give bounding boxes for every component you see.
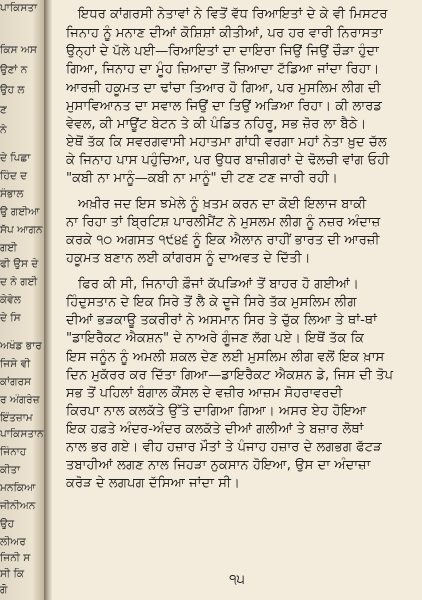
facing-text-fragment: ਗਈ bbox=[0, 242, 18, 254]
text-line: ਸਭ ਤੋਂ ਪਹਿਲਾਂ ਬੰਗਾਲ ਕੌਂਸਲ ਦੇ ਵਜ਼ੀਰ ਆਜ਼ਮ ਸੋਹਰਾਵਰਦੀ bbox=[66, 386, 343, 401]
facing-text-fragment: ਪਾਕਿਸਤਾਨ bbox=[0, 428, 44, 440]
text-line: ਜਿਨਾਹ ਨੂੰ ਮਨਾਣ ਦੀਆਂ ਕੋਸ਼ਿਸ਼ਾਂ ਕੀਤੀਆਂ, ਪਰ ਹਰ ਵਾਰੀ ਨਿਰਾਸਤਾ bbox=[66, 26, 383, 41]
text-line: ਨਾਲ ਭਰ ਗਏ। ਵੀਹ ਹਜ਼ਾਰ ਮੌਤਾਂ ਤੇ ਪੰਜਾਹ ਹਜ਼ਾਰ ਦੇ ਲਗਭਗ ਫੱਟੜ bbox=[66, 440, 382, 455]
facing-text-fragment: ਅਖੰਡ ਭਾਰ bbox=[0, 340, 42, 352]
text-line: ਉਨ੍ਹਾਂ ਦੇ ਪੱਲੇ ਪਈ—ਰਿਆਇਤਾਂ ਦਾ ਦਾਇਰਾ ਜਿਉਂ ਜਿਉਂ ਚੌੜਾ ਹੁੰਦਾ bbox=[66, 44, 379, 59]
text-line: ਵੇਵਲ, ਕੀ ਮਾਊਂਟ ਬੇਟਨ ਤੇ ਕੀ ਪੰਡਿਤ ਨਹਿਰੂ, ਸਭ ਜ਼ੋਰ ਲਾ ਬੈਠੇ। bbox=[66, 117, 367, 132]
text-line: ਹਕੂਮਤ ਬਣਾਨ ਲਈ ਕਾਂਗਰਸ ਨੂੰ ਦਾਅਵਤ ਦੇ ਦਿੱਤੀ। bbox=[66, 251, 311, 266]
facing-text-fragment: ਫੀ ਉਸ ਦੇ bbox=[0, 258, 39, 270]
facing-text-fragment: ਗੋ bbox=[0, 584, 8, 596]
facing-text-fragment: ਰ ਅੰਗਰੇਜ਼ bbox=[0, 394, 40, 406]
facing-text-fragment: ਜਿੰਨਾਹ bbox=[0, 446, 27, 458]
text-line: ਗਿਆ, ਜਿਨਾਹ ਦਾ ਮੂੰਹ ਜ਼ਿਆਦਾ ਤੋਂ ਜ਼ਿਆਦਾ ਟੱਡਿਆ ਜਾਂਦਾ ਰਿਹਾ। bbox=[66, 62, 380, 77]
text-line: ਇਸ ਜਨੂੰਨ ਨੂੰ ਅਮਲੀ ਸ਼ਕਲ ਦੇਣ ਲਈ ਮੁਸਲਿਮ ਲੀਗ ਵਲੋਂ ਇਕ ਖ਼ਾਸ bbox=[66, 350, 385, 365]
text-line: ਮੁਸਾਵਿਆਨਤ ਦਾ ਸਵਾਲ ਜਿਉਂ ਦਾ ਤਿਉਂ ਅੜਿਆ ਰਿਹਾ। ਕੀ ਲਾਰਡ bbox=[66, 99, 382, 114]
facing-text-fragment: ਮਨਕਿਆ bbox=[0, 482, 36, 494]
text-line: ਕਰੋੜ ਦੇ ਲਗਪਗ ਦੱਸਿਆ ਜਾਂਦਾ ਸੀ। bbox=[66, 476, 240, 491]
facing-text-fragment: ਉਣਾਂ ਨ bbox=[0, 64, 28, 76]
facing-text-fragment: ਸੀ ਕਿ bbox=[0, 568, 25, 580]
facing-text-fragment: ਉਹ bbox=[0, 518, 15, 530]
text-line: ਫਿਰ ਕੀ ਸੀ, ਜਿਨਾਹੀ ਫ਼ੌਜਾਂ ਕੱਪੜਿਆਂ ਤੋਂ ਬਾਹਰ ਹੋ ਗਈਆਂ। bbox=[78, 277, 359, 292]
text-line: ਕਿਰਪਾ ਨਾਲ ਕਲਕੱਤੇ ਉੱਤੇ ਦਾਗਿਆ ਗਿਆ। ਅਸਰ ਏਹ ਹੋਇਆ bbox=[66, 404, 367, 419]
facing-text-fragment: ਉਹ ਲ bbox=[0, 84, 25, 96]
facing-text-fragment: ਸੱਪ ਆਗਨ bbox=[0, 224, 43, 236]
facing-text-fragment: ਦੇ ਪਿਛਾ bbox=[0, 152, 31, 164]
text-line: ਆਰਜ਼ੀ ਹਕੂਮਤ ਦਾ ਢਾਂਚਾ ਤਿਆਰ ਹੋ ਗਿਆ, ਪਰ ਮੁਸਲਿਮ ਲੀਗ ਦੀ bbox=[66, 81, 381, 96]
text-line: ਅਖ਼ੀਰ ਜਦ ਇਸ ਝਮੇਲੇ ਨੂੰ ਖ਼ਤਮ ਕਰਨ ਦਾ ਕੋਈ ਇਲਾਜ ਬਾਕੀ bbox=[78, 197, 367, 212]
text-line: ਦਿਨ ਮੁਕੱਰਰ ਕਰ ਦਿੱਤਾ ਗਿਆ—ਡਾਇਰੈਕਟ ਐਕਸ਼ਨ ਡੇ, ਜਿਸ ਦੀ ਤੋਪ bbox=[66, 368, 394, 383]
facing-text-fragment: ਜੀਨੀਅਨ bbox=[0, 500, 36, 512]
facing-text-fragment: ਲੀਅਰ bbox=[0, 536, 26, 548]
facing-text-fragment: ਨੇ bbox=[0, 124, 7, 136]
page-number: ੧੫ bbox=[229, 572, 245, 588]
facing-text-fragment: ਕੇਵੇਲ bbox=[0, 294, 21, 306]
facing-text-fragment: ਪਾਕਿਸਤਾ bbox=[0, 2, 38, 14]
facing-text-fragment: ਸੰਭਾਲ bbox=[0, 188, 24, 200]
facing-text-fragment: ਕਾਂਗਰਸ bbox=[0, 376, 31, 388]
text-line: ਦੀਆਂ ਭੜਕਾਊ ਤਕਰੀਰਾਂ ਨੇ ਅਸਮਾਨ ਸਿਰ ਤੇ ਚੁੱਕ ਲਿਆ ਤੇ ਥਾਂ-ਥਾਂ bbox=[66, 313, 377, 328]
text-line: ਇਧਰ ਕਾਂਗਰਸੀ ਨੇਤਾਵਾਂ ਨੇ ਵਿਤੋਂ ਵੱਧ ਰਿਆਇਤਾਂ ਦੇ ਕੇ ਵੀ ਮਿਸਟਰ bbox=[78, 7, 388, 22]
facing-text-fragment: ਜਿਸੇ ਵੀ bbox=[0, 358, 31, 370]
book-gutter bbox=[44, 0, 52, 600]
facing-text-fragment: ਦੇ ਸਿ bbox=[0, 312, 21, 324]
text-line: ਕਰਕੇ ੧੦ ਅਗਸਤ ੧੯੪੬ ਨੂੰ ਇਕ ਐਲਾਨ ਰਾਹੀਂ ਭਾਰਤ ਦੀ ਆਰਜ਼ੀ bbox=[66, 233, 380, 248]
facing-text-fragment: ਕਿਸ ਅਸ bbox=[0, 44, 37, 56]
facing-text-fragment: ਣ bbox=[0, 104, 7, 116]
text-line: ਕੇ ਜਿਨਾਹ ਪਾਸ ਪਹੁੰਚਿਆ, ਪਰ ਉਧਰ ਬਾਜ਼ੀਗਰਾਂ ਦੇ ਢੋਲਚੀ ਵਾਂਗ ਓਹੀ bbox=[66, 153, 390, 168]
text-line: ਹਿੰਦੁਸਤਾਨ ਦੇ ਇਕ ਸਿਰੇ ਤੋਂ ਲੈ ਕੇ ਦੂਜੇ ਸਿਰੇ ਤੱਕ ਮੁਸਲਿਮ ਲੀਗ bbox=[66, 295, 357, 310]
facing-text-fragment: ਜਿਨੀ ਸ bbox=[0, 552, 31, 564]
facing-text-fragment: ਦ ਨੇ ਗਈ bbox=[0, 276, 38, 288]
facing-text-fragment: ਕੀਤਾ bbox=[0, 464, 21, 476]
text-line: ਤਬਾਹੀਆਂ ਲਗਣ ਨਾਲ ਜਿਹੜਾ ਨੁਕਸਾਨ ਹੋਇਆ, ਉਸ ਦਾ ਅੰਦਾਜ਼ਾ bbox=[66, 458, 371, 473]
text-line: "ਕਬੀ ਨਾ ਮਾਨੂੰ—ਕਬੀ ਨਾ ਮਾਨੂੰ" ਦੀ ਟਣ ਟਣ ਜਾਰੀ ਰਹੀ। bbox=[66, 171, 338, 186]
text-line: ਇਕ ਹਫ਼ਤੇ ਅੰਦਰ-ਅੰਦਰ ਕਲਕੱਤੇ ਦੀਆਂ ਗਲੀਆਂ ਤੇ ਬਜ਼ਾਰ ਲੋਥਾਂ bbox=[66, 422, 364, 437]
facing-text-fragment: ਉ ਗਈਆ bbox=[0, 206, 40, 218]
facing-text-fragment: ਹਿੰਦ ਦ bbox=[0, 170, 28, 182]
text-line: ਏਥੋਂ ਤੱਕ ਕਿ ਸਵਰਗਵਾਸੀ ਮਹਾਤਮਾ ਗਾਂਧੀ ਵਰਗਾ ਮਹਾਂ ਨੇਤਾ ਖ਼ੁਦ ਚੱਲ bbox=[66, 135, 387, 150]
facing-text-fragment: ਇੰਤਜ਼ਾਮ bbox=[0, 412, 33, 424]
facing-page bbox=[0, 0, 46, 600]
text-line: ਨਾ ਰਿਹਾ ਤਾਂ ਬ੍ਰਿਟਿਸ਼ ਪਾਰਲੀਮੈਂਟ ਨੇ ਮੁਸਲਮ ਲੀਗ ਨੂੰ ਨਜ਼ਰ ਅੰਦਾਜ਼ bbox=[66, 215, 381, 230]
text-line: "ਡਾਇਰੈਕਟ ਐਕਸ਼ਨ" ਦੇ ਨਾਅਰੇ ਗੂੰਜਣ ਲੱਗ ਪਏ। ਇਥੋਂ ਤੱਕ ਕਿ bbox=[66, 331, 364, 346]
book-page bbox=[52, 0, 422, 600]
